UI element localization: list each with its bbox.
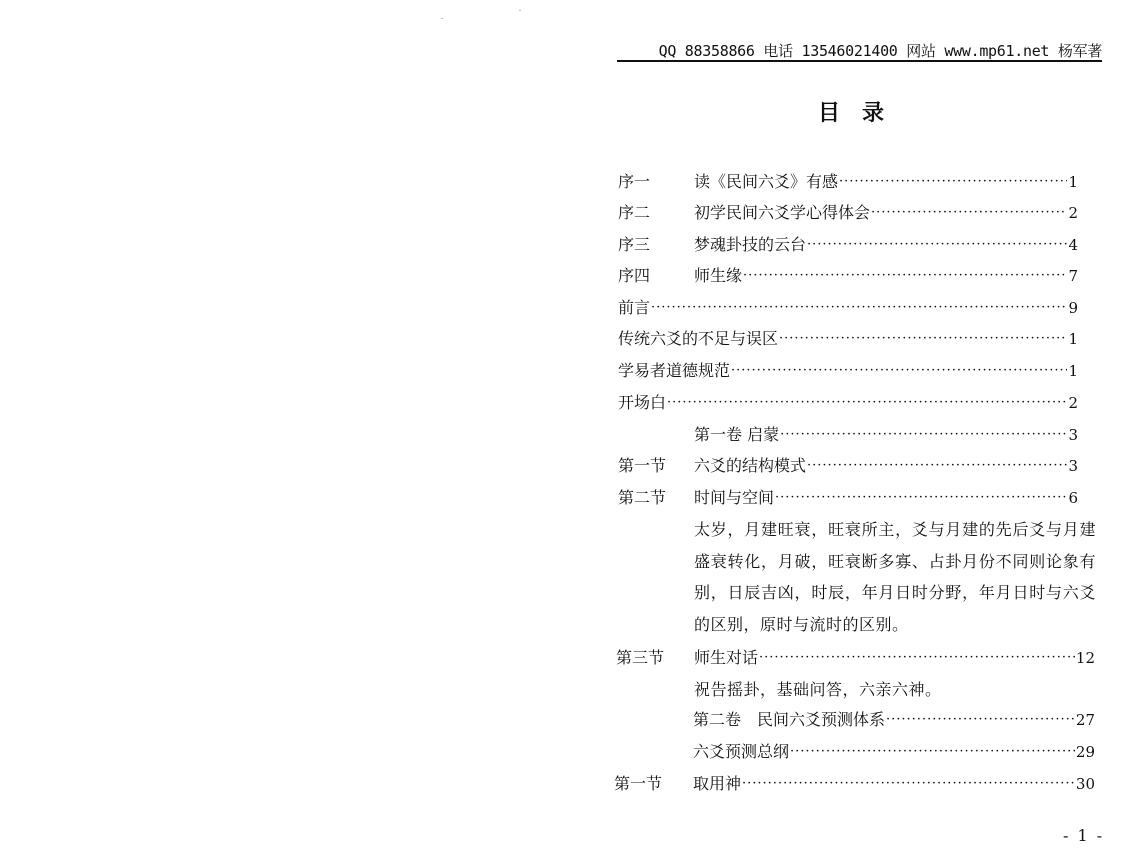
- toc-page-number: 29: [1075, 743, 1095, 761]
- toc-page-number: 6: [1068, 489, 1078, 507]
- toc-page-number: 30: [1075, 775, 1095, 793]
- toc-page-number: 2: [1068, 204, 1078, 222]
- toc-leader-dots: [742, 774, 1075, 794]
- toc-section-description: 祝告摇卦，基础问答，六亲六神。: [694, 680, 942, 699]
- toc-entry-title: 师生对话: [694, 648, 759, 667]
- toc-leader-dots: [871, 203, 1067, 223]
- toc-section-description: 太岁，月建旺衰，旺衰所主，爻与月建的先后爻与月建盛衰转化，月破，旺衰断多寡、占卦月份不同则论象有别，日辰吉凶，时辰，年月日时分野，年月日时与六爻的区别，原时与流时的区别。: [694, 520, 1096, 634]
- toc-page-number: 12: [1075, 649, 1095, 667]
- toc-entry: [618, 389, 1078, 413]
- scan-speck: [519, 10, 521, 11]
- toc-entry: [618, 484, 1078, 508]
- toc-page-number: 2: [1068, 394, 1078, 412]
- toc-leader-dots: [779, 329, 1067, 349]
- toc-entry-title: 六爻预测总纲: [693, 742, 790, 761]
- toc-entry: [618, 168, 1078, 192]
- toc-title: 目录: [817, 100, 906, 126]
- toc-volume-heading: [694, 421, 1078, 445]
- toc-entry: [618, 294, 1078, 318]
- header-rule: [617, 60, 1102, 62]
- toc-entry: [618, 325, 1078, 349]
- toc-label: 第一节: [618, 456, 667, 475]
- toc-label: 序三: [618, 235, 651, 254]
- toc-leader-dots: [775, 488, 1067, 508]
- toc-entry: [616, 644, 1095, 668]
- toc-leader-dots: [807, 456, 1067, 476]
- toc-page-number: 3: [1068, 426, 1078, 444]
- toc-entry: [618, 357, 1078, 381]
- toc-entry-title: 读《民间六爻》有感: [694, 172, 839, 191]
- toc-entry-title: 时间与空间: [694, 488, 775, 507]
- toc-leader-dots: [651, 298, 1067, 318]
- toc-label: 第二节: [618, 488, 667, 507]
- toc-entry-title: 传统六爻的不足与误区: [618, 329, 779, 348]
- toc-label: 序一: [618, 172, 651, 191]
- toc-entry-title: 梦魂卦技的云台: [694, 235, 807, 254]
- toc-entry: [618, 452, 1078, 476]
- scan-speck: [441, 18, 443, 19]
- toc-entry-title: 初学民间六爻学心得体会: [694, 203, 871, 222]
- toc-page-number: 7: [1068, 267, 1078, 285]
- page-header: QQ 88358866 电话 13546021400 网站 www.mp61.net 杨军著: [658, 42, 1102, 60]
- page-number: - 1 -: [1063, 826, 1105, 845]
- toc-leader-dots: [731, 361, 1067, 381]
- toc-entry: [693, 738, 1095, 762]
- toc-entry: [614, 770, 1095, 794]
- toc-page-number: 3: [1068, 457, 1078, 475]
- toc-entry: [618, 262, 1078, 286]
- toc-entry-title: 第一卷 启蒙: [694, 425, 780, 444]
- toc-page-number: 1: [1068, 362, 1078, 380]
- toc-entry-title: 取用神: [693, 774, 742, 793]
- toc-entry-title: 开场白: [618, 393, 667, 412]
- toc-leader-dots: [790, 742, 1075, 762]
- toc-leader-dots: [886, 710, 1075, 730]
- toc-entry: [618, 199, 1078, 223]
- toc-leader-dots: [807, 235, 1067, 255]
- toc-entry: [618, 231, 1078, 255]
- toc-entry-title: 前言: [618, 298, 651, 317]
- toc-label: 第一节: [614, 774, 663, 793]
- toc-label: 第三节: [616, 648, 665, 667]
- toc-entry-title: 师生缘: [694, 266, 743, 285]
- toc-leader-dots: [839, 172, 1067, 192]
- toc-leader-dots: [743, 266, 1067, 286]
- toc-entry-title: 六爻的结构模式: [694, 456, 807, 475]
- toc-page-number: 9: [1068, 299, 1078, 317]
- toc-entry-title: 学易者道德规范: [618, 361, 731, 380]
- toc-entry-title: 第二卷 民间六爻预测体系: [693, 710, 886, 729]
- toc-leader-dots: [667, 393, 1067, 413]
- toc-leader-dots: [780, 425, 1067, 445]
- toc-leader-dots: [759, 648, 1075, 668]
- toc-page-number: 4: [1068, 236, 1078, 254]
- toc-label: 序四: [618, 266, 651, 285]
- toc-volume-heading: [693, 706, 1095, 730]
- toc-page-number: 1: [1068, 330, 1078, 348]
- toc-label: 序二: [618, 203, 651, 222]
- toc-page-number: 1: [1068, 173, 1078, 191]
- toc-page-number: 27: [1075, 711, 1095, 729]
